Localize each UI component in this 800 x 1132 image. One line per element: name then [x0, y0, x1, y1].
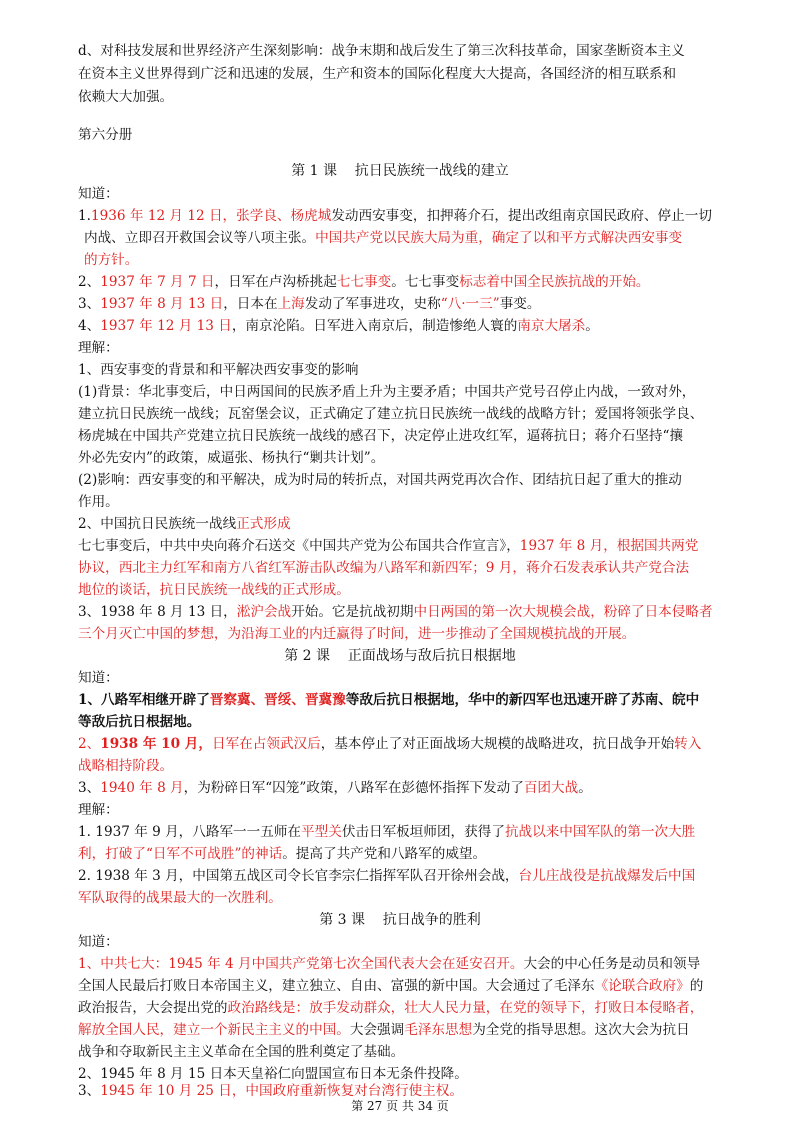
lesson-1-understand-item-1: 1、西安事变的背景和和平解决西安事变的影响: [78, 362, 359, 378]
know-label: 知道：: [78, 186, 119, 202]
paragraph-line: 军队取得的战果最大的一次胜利。: [78, 890, 282, 906]
lesson-2-know-item-3: 3、1940 年 8 月，为粉碎日军“囚笼”政策，八路军在彭德怀指挥下发动了百团大战。: [78, 780, 592, 796]
paragraph-line: 三个月灭亡中国的梦想，为沿海工业的内迁赢得了时间，进一步推动了全国规模抗战的开展。: [78, 626, 636, 642]
paragraph-line: 战略相持阶段。: [78, 758, 174, 774]
book-title: 第六分册: [78, 127, 133, 143]
lesson-1-understand-item-2: 2、中国抗日民族统一战线正式形成: [78, 516, 291, 532]
paragraph-line: 依赖大大加强。: [78, 89, 174, 105]
know-label: 知道：: [78, 670, 119, 686]
paragraph-line: 等敌后抗日根据地。: [78, 714, 201, 730]
lesson-1-know-item-1-cont2: 的方针。: [84, 252, 139, 268]
paragraph-line: 作用。: [78, 494, 119, 510]
paragraph-line: 外必先安内”的政策，威逼张、杨执行“剿共计划”。: [78, 450, 385, 466]
lesson-3-know-item-3: 3、1945 年 10 月 25 日，中国政府重新恢复对台湾行使主权。: [78, 1083, 463, 1099]
paragraph-line: 政治报告，大会提出党的政治路线是：放手发动群众，壮大人民力量，在党的领导下，打败日本侵略者，: [78, 1000, 704, 1016]
paragraph-line: (2)影响：西安事变的和平解决，成为时局的转折点，对国共两党再次合作、团结抗日起了重大的推动: [78, 472, 682, 488]
lesson-3-title: 第 3 课 抗日战争的胜利: [319, 912, 481, 928]
paragraph-line: 协议，西北主力红军和南方八省红军游击队改编为八路军和新四军；9 月，蒋介石发表承认共产党合法: [78, 560, 690, 576]
paragraph-line: 在资本主义世界得到广泛和迅速的发展，生产和资本的国际化程度大大提高，各国经济的相互联系和: [78, 66, 677, 82]
lesson-1-title: 第 1 课 抗日民族统一战线的建立: [291, 163, 509, 179]
lesson-2-know-item-2: 2、1938 年 10 月，日军在占领武汉后，基本停止了对正面战场大规模的战略进攻，抗日战争开始转入: [78, 736, 702, 752]
lesson-1-know-item-4: 4、1937 年 12 月 13 日，南京沦陷。日军进入南京后，制造惨绝人寰的南京大屠杀。: [78, 318, 599, 334]
lesson-1-understand-item-3: 3、1938 年 8 月 13 日，淞沪会战开始。它是抗战初期中日两国的第一次大规模会战，粉碎了日本侵略者: [78, 604, 713, 620]
paragraph-line: (1)背景：华北事变后，中日两国间的民族矛盾上升为主要矛盾；中国共产党号召停止内战，一致对外，: [78, 384, 696, 400]
lesson-1-know-item-1-cont: 内战、立即召开救国会议等八项主张。中国共产党以民族大局为重，确定了以和平方式解决西安事变: [84, 230, 683, 246]
lesson-2-title: 第 2 课 正面战场与敌后抗日根据地: [284, 648, 516, 664]
paragraph-line: 建立抗日民族统一战线；瓦窑堡会议，正式确定了建立抗日民族统一战线的战略方针；爱国将领张学良、: [78, 406, 704, 422]
know-label: 知道：: [78, 934, 119, 950]
understand-label: 理解：: [78, 802, 119, 818]
lesson-3-know-item-1: 1、中共七大：1945 年 4 月中国共产党第七次全国代表大会在延安召开。大会的中心任务是动员和领导: [78, 956, 701, 972]
page-footer: 第 27 页 共 34 页: [351, 1099, 449, 1113]
lesson-1-know-item-2: 2、1937 年 7 月 7 日，日军在卢沟桥挑起七七事变。七七事变标志着中国全民族抗战的开始。: [78, 274, 650, 290]
understand-label: 理解：: [78, 340, 119, 356]
paragraph-line: 七七事变后，中共中央向蒋介石送交《中国共产党为公布国共合作宣言》，1937 年 8 月，根据国共两党: [78, 538, 699, 554]
paragraph-line: 全国人民最后打败日本帝国主义，建立独立、自由、富强的新中国。大会通过了毛泽东《论联合政府》的: [78, 978, 704, 994]
paragraph-line: 杨虎城在中国共产党建立抗日民族统一战线的感召下，决定停止进攻红军，逼蒋抗日；蒋介石坚持“攘: [78, 428, 684, 444]
lesson-2-understand-item-1: 1. 1937 年 9 月，八路军一一五师在平型关伏击日军板垣师团，获得了抗战以来中国军队的第一次大胜: [78, 824, 696, 840]
lesson-2-know-item-1: 1、八路军相继开辟了晋察冀、晋绥、晋冀豫等敌后抗日根据地，华中的新四军也迅速开辟了苏南、皖中: [78, 692, 700, 708]
lesson-3-know-item-2: 2、1945 年 8 月 15 日本天皇裕仁向盟国宣布日本无条件投降。: [78, 1066, 468, 1082]
paragraph-line: 解放全国人民，建立一个新民主主义的中国。大会强调毛泽东思想为全党的指导思想。这次大会为抗日: [78, 1022, 690, 1038]
paragraph-line: 利，打破了“日军不可战胜”的神话。提高了共产党和八路军的威望。: [78, 846, 487, 862]
paragraph-line: d、对科技发展和世界经济产生深刻影响：战争末期和战后发生了第三次科技革命，国家垄断资本主义: [78, 43, 685, 59]
lesson-1-know-item-1: 1.1936 年 12 月 12 日，张学良、杨虎城发动西安事变，扣押蒋介石，提出改组南京国民政府、停止一切: [78, 208, 712, 224]
lesson-1-know-item-3: 3、1937 年 8 月 13 日，日本在上海发动了军事进攻，史称“八·一三”事变。: [78, 296, 541, 312]
paragraph-line: 地位的谈话，抗日民族统一战线的正式形成。: [78, 582, 350, 598]
lesson-2-understand-item-2: 2. 1938 年 3 月，中国第五战区司令长官李宗仁指挥军队召开徐州会战，台儿庄战役是抗战爆发后中国: [78, 868, 696, 884]
paragraph-line: 战争和夺取新民主主义革命在全国的胜利奠定了基础。: [78, 1044, 405, 1060]
